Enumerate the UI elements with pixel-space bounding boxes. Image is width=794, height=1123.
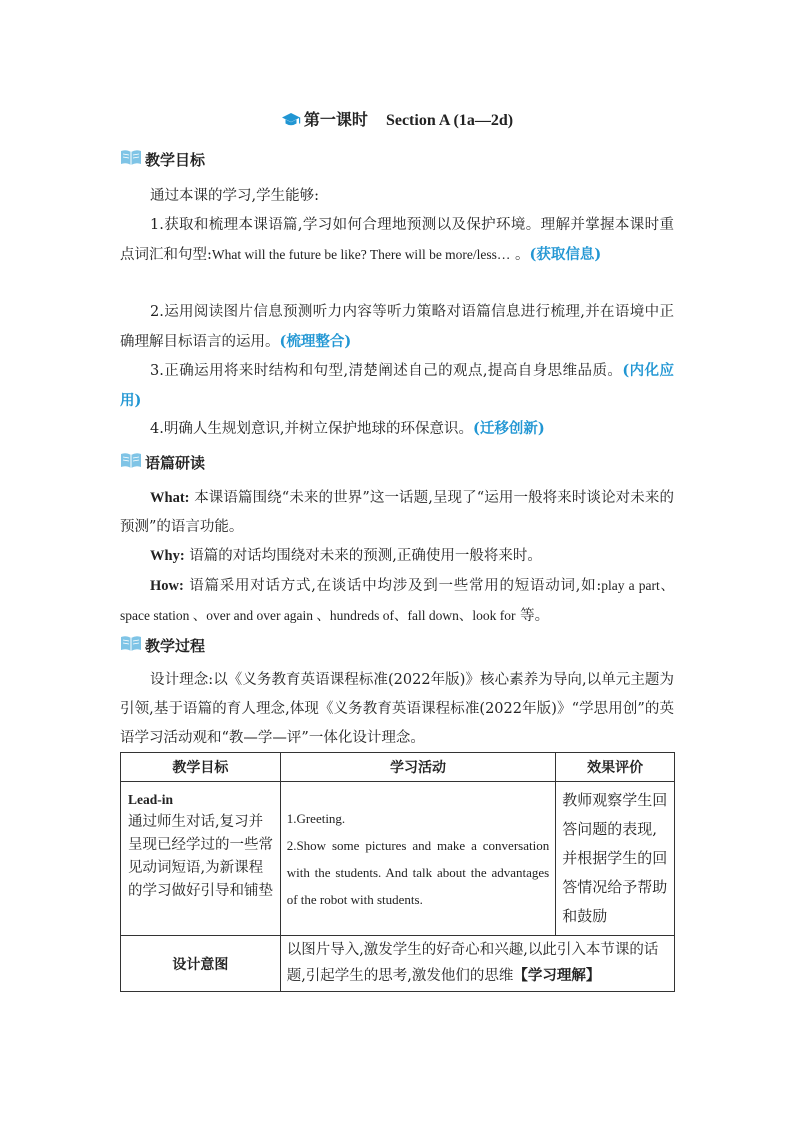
objective-text: 4.明确人生规划意识,并树立保护地球的环保意识。 [150, 421, 473, 437]
what-text: 本课语篇围绕“未来的世界”这一话题,呈现了“运用一般将来时谈论对未来的预测”的语言功能。 [120, 490, 674, 535]
section-process-header [120, 634, 205, 656]
book-icon [120, 634, 142, 656]
how-end: 等。 [515, 608, 550, 624]
what-label: What: [150, 490, 190, 506]
objective-english: What will the future be like? There will be more/less… [211, 247, 511, 262]
section-label: Section A (1a—2d) [385, 112, 514, 129]
why-label: Why: [150, 548, 185, 564]
reading-how [120, 571, 674, 631]
objective-item-2 [120, 298, 674, 357]
header-objective: 教学目标 [121, 753, 281, 782]
intent-tag: 【学习理解】 [513, 967, 601, 984]
evaluation-cell: 教师观察学生回答问题的表现,并根据学生的回答情况给予帮助和鼓励 [556, 782, 675, 936]
section-reading-header [120, 451, 205, 473]
objective-item-1 [120, 211, 674, 270]
section-objectives-header [120, 148, 205, 170]
objective-tag: (获取信息) [529, 246, 602, 263]
lead-in-title: Lead-in [128, 792, 174, 807]
header-evaluation: 效果评价 [556, 753, 675, 782]
activity-2: 2.Show some pictures and make a conversation with the students. And talk about the advantages of the robot with students. [286, 837, 550, 907]
how-text: 语篇采用对话方式,在谈话中均涉及到一些常用的短语动词,如: [183, 578, 602, 594]
objective-end: 。 [510, 247, 530, 263]
section-title: 教学过程 [145, 636, 206, 655]
book-icon [120, 451, 142, 473]
activity-cell [280, 782, 556, 936]
intent-cell [280, 936, 674, 992]
how-label: How: [150, 578, 184, 594]
reading-what [120, 484, 674, 542]
lead-in-cell [121, 782, 281, 936]
section-title: 教学目标 [145, 150, 206, 169]
intent-label: 设计意图 [121, 936, 281, 992]
objective-item-4 [120, 414, 674, 444]
reading-why [120, 542, 674, 571]
intent-text: 以图片导入,激发学生的好奇心和兴趣,以此引入本节课的话题,引起学生的思考,激发他们的思维 [286, 942, 659, 984]
activity-1: 1.Greeting. [286, 810, 346, 826]
graduation-cap-icon [281, 112, 301, 132]
lesson-plan-table [120, 752, 675, 992]
table-row [121, 782, 675, 936]
table-row [121, 936, 675, 992]
lead-in-text: 通过师生对话,复习并呈现已经学过的一些常见动词短语,为新课程的学习做好引导和铺垫 [128, 814, 273, 899]
objective-item-3 [120, 356, 674, 416]
objective-text: 2.运用阅读图片信息预测听力内容等听力策略对语篇信息进行梳理,并在语境中正确理解目标语言的运用。 [120, 304, 674, 350]
objective-tag: (梳理整合) [279, 333, 352, 350]
objective-tag: (迁移创新) [472, 420, 545, 437]
table-header-row [121, 753, 675, 782]
book-icon [120, 148, 142, 170]
objective-tag: (内化应用) [120, 362, 674, 409]
header-activity: 学习活动 [280, 753, 556, 782]
section-title: 语篇研读 [145, 453, 206, 472]
design-concept: 设计理念:以《义务教育英语课程标准(2022年版)》核心素养为导向,以单元主题为引领,基于语篇的育人理念,体现《义务教育英语课程标准(2022年版)》“学思用创”的英语学习活动观和“教—学—评”一体化设计理念。 [120, 672, 674, 746]
why-text: 语篇的对话均围绕对未来的预测,正确使用一般将来时。 [184, 548, 542, 564]
objective-text: 3.正确运用将来时结构和句型,清楚阐述自己的观点,提高自身思维品质。 [150, 363, 623, 379]
objective-text: 1.获取和梳理本课语篇,学习如何合理地预测以及保护环境。理解并掌握本课时重点词汇和句型: [120, 217, 674, 263]
how-english: play a part、space station 、over and over again 、hundreds of、fall down、look for [120, 578, 674, 623]
page-title [0, 107, 794, 132]
lesson-label: 第一课时 [303, 110, 368, 129]
objectives-intro: 通过本课的学习,学生能够: [150, 188, 319, 204]
